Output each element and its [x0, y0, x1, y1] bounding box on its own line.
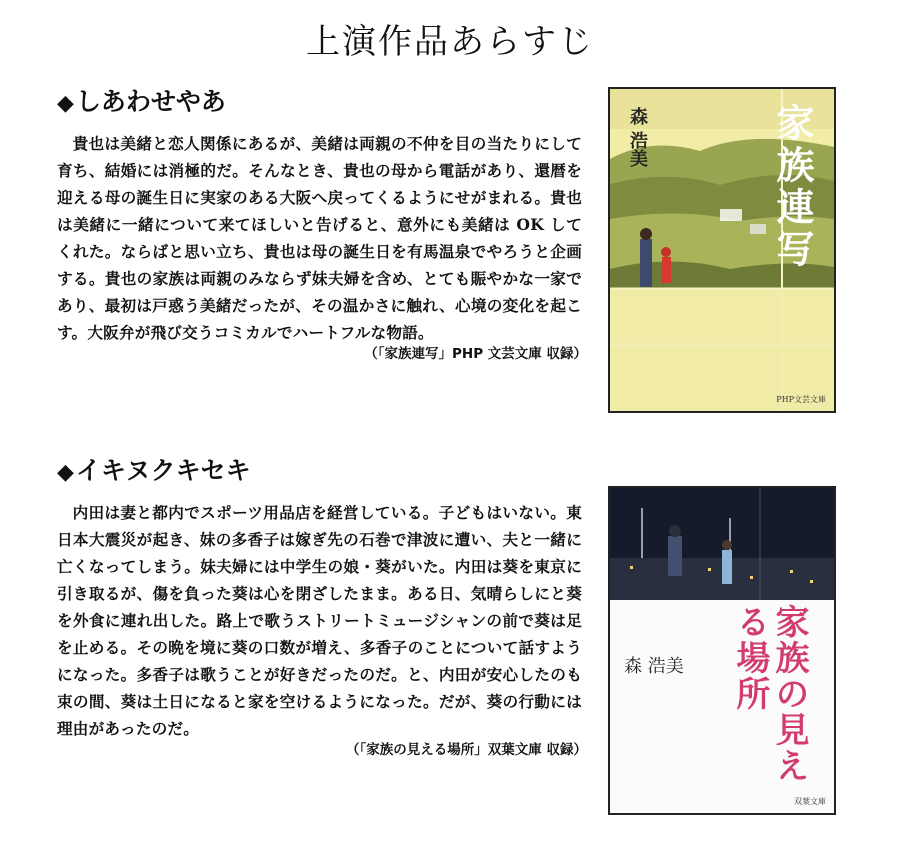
- cover-title: 家族の見える場所: [729, 604, 809, 784]
- section-title: イキヌクキセキ: [75, 456, 251, 485]
- section-heading: [57, 455, 597, 487]
- synopsis-section-ikinukukiseki: [57, 455, 597, 758]
- section-heading: [57, 86, 597, 118]
- section-title: しあわせやあ: [75, 87, 226, 116]
- source-credit: （「家族連写」PHP 文芸文庫 収録）: [364, 346, 587, 362]
- synopsis-text: 内田は妻と都内でスポーツ用品店を経営している。子どもはいない。東日本大震災が起き、妹の多香子は嫁ぎ先の石巻で津波に遭い、夫と一緒に亡くなってしまう。妹夫婦には中学生の娘・葵がいた。内田は葵を東京に引き取るが、傷を負った葵は心を閉ざしたまま。ある日、気晴らしにと葵を外食に連れ出した。路上で歌うストリートミュージシャンの前で葵は足を止める。その晩を境に葵の口数が増え、多香子のことについて話すようになった。多香子は歌うことが好きだったのだ。と、内田が安心したのも束の間、葵は土日になると家を空けるようになった。だが、葵の行動には理由があったのだ。: [57, 503, 582, 738]
- cover-publisher: 双葉文庫: [794, 797, 826, 806]
- diamond-icon: ◆: [57, 91, 74, 116]
- book-cover-kazoku-no-mieru-basho: [608, 486, 836, 815]
- cover-title: 家族連写: [770, 103, 815, 271]
- page-title: 上演作品あらすじ: [306, 22, 594, 62]
- source-credit: （「家族の見える場所」双葉文庫 収録）: [346, 742, 587, 758]
- synopsis-section-shiawaseyaa: [57, 86, 597, 362]
- book-cover-kazoku-rensha: [608, 87, 836, 413]
- cover-publisher: PHP文芸文庫: [776, 395, 826, 404]
- cover-author: 森 浩美: [624, 656, 684, 677]
- synopsis-text: 貴也は美緒と恋人関係にあるが、美緒は両親の不仲を目の当たりにして育ち、結婚には消極的だ。そんなとき、貴也の母から電話があり、還暦を迎える母の誕生日に実家のある大阪へ戻ってくるようにせがまれる。貴也は美緒に一緒について来てほしいと告げると、意外にも美緒は OK してくれた。ならばと思い立ち、貴也は母の誕生日を有馬温泉でやろうと企画する。貴也の家族は両親のみならず妹夫婦を含め、とても賑やかな一家であり、最初は戸惑う美緒だったが、その温かさに触れ、心境の変化を起こす。大阪弁が飛び交うコミカルでハートフルな物語。: [57, 134, 582, 342]
- diamond-icon: ◆: [57, 460, 74, 485]
- cover-author: 森 浩美: [627, 107, 648, 168]
